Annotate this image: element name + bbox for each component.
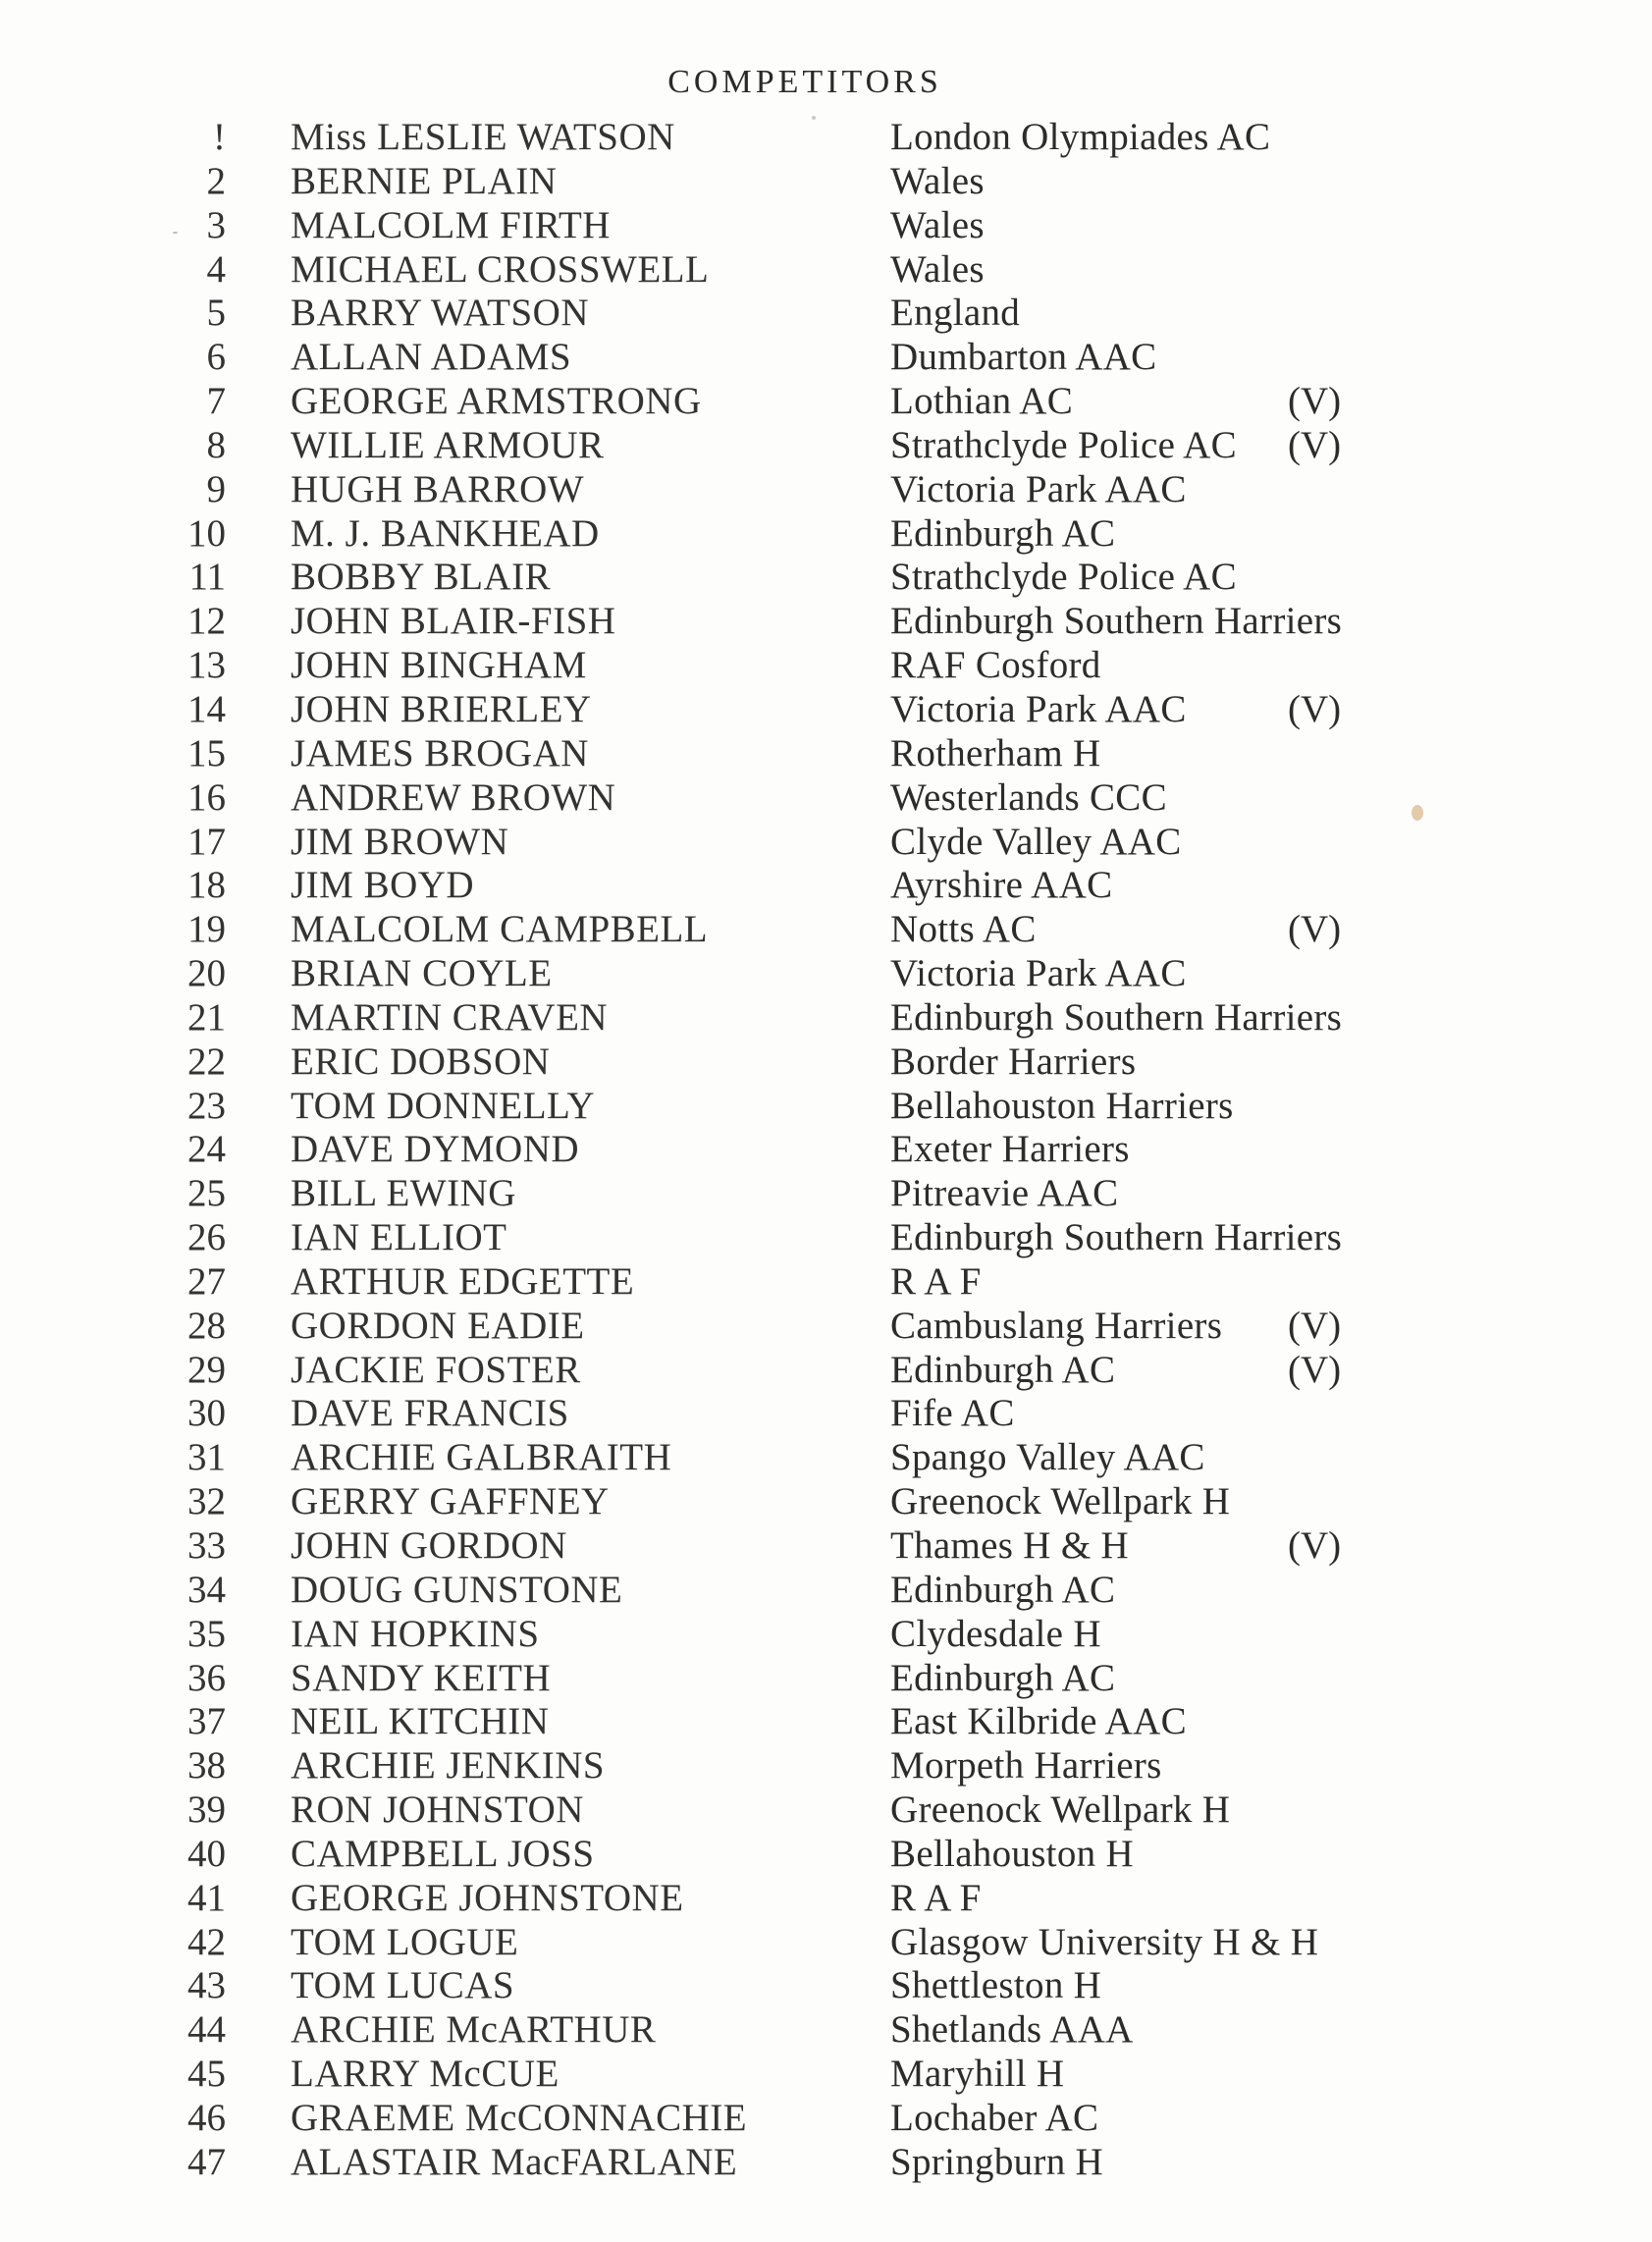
veteran-marker: (V) bbox=[1288, 380, 1342, 423]
competitor-club: Maryhill H bbox=[890, 2053, 1065, 2096]
competitor-name: JOHN BRIERLEY bbox=[291, 687, 592, 730]
veteran-marker: (V) bbox=[1288, 908, 1342, 951]
competitor-club: Springburn H bbox=[890, 2140, 1104, 2183]
competitor-number: 41 bbox=[187, 1876, 226, 1919]
competitor-name: MALCOLM FIRTH bbox=[291, 203, 611, 246]
competitor-row bbox=[0, 336, 1652, 380]
competitor-name: CAMPBELL JOSS bbox=[291, 1832, 595, 1875]
competitor-name: ALASTAIR MacFARLANE bbox=[291, 2140, 738, 2183]
competitor-club: Lothian AC bbox=[890, 380, 1074, 423]
competitor-club: Clydesdale H bbox=[890, 1612, 1101, 1655]
competitor-row bbox=[0, 1964, 1652, 2008]
competitor-row bbox=[0, 1744, 1652, 1788]
competitor-name: M. J. BANKHEAD bbox=[291, 511, 600, 555]
competitor-number: 27 bbox=[187, 1259, 226, 1303]
competitor-list bbox=[0, 116, 1652, 2185]
competitor-name: IAN HOPKINS bbox=[291, 1612, 540, 1655]
competitor-club: Westerlands CCC bbox=[890, 775, 1167, 819]
competitor-name: Miss LESLIE WATSON bbox=[291, 116, 675, 158]
competitor-row bbox=[0, 1085, 1652, 1129]
competitor-row bbox=[0, 1128, 1652, 1172]
competitor-row bbox=[0, 821, 1652, 865]
competitor-club: Dumbarton AAC bbox=[890, 336, 1157, 379]
competitor-name: BILL EWING bbox=[291, 1172, 516, 1215]
competitor-row bbox=[0, 996, 1652, 1041]
competitor-club: Pitreavie AAC bbox=[890, 1172, 1119, 1215]
competitor-club: R A F bbox=[890, 1259, 982, 1303]
competitor-row bbox=[0, 512, 1652, 557]
competitor-club: Border Harriers bbox=[890, 1040, 1137, 1083]
competitor-number: 30 bbox=[187, 1392, 226, 1435]
competitor-club: Edinburgh AC bbox=[890, 1568, 1116, 1611]
competitor-row bbox=[0, 1613, 1652, 1657]
page-title: COMPETITORS bbox=[667, 63, 942, 100]
veteran-marker: (V) bbox=[1288, 1524, 1342, 1567]
competitor-row bbox=[0, 1921, 1652, 1965]
competitor-name: ARCHIE JENKINS bbox=[291, 1744, 606, 1788]
competitor-number: 46 bbox=[187, 2096, 226, 2139]
competitor-club: Edinburgh AC bbox=[890, 1656, 1116, 1699]
competitor-number: 39 bbox=[187, 1788, 226, 1832]
competitor-number: 16 bbox=[187, 775, 226, 819]
competitor-row bbox=[0, 1436, 1652, 1480]
competitor-number: 8 bbox=[206, 423, 226, 466]
competitor-number: 7 bbox=[206, 380, 226, 423]
competitor-row bbox=[0, 2141, 1652, 2185]
competitor-club: Cambuslang Harriers bbox=[890, 1304, 1223, 1347]
competitor-club: London Olympiades AC bbox=[890, 116, 1271, 158]
competitor-number: 14 bbox=[187, 687, 226, 730]
competitor-name: RON JOHNSTON bbox=[291, 1788, 584, 1832]
competitor-row bbox=[0, 1569, 1652, 1613]
competitor-club: Morpeth Harriers bbox=[890, 1744, 1162, 1788]
competitor-name: JAMES BROGAN bbox=[291, 731, 589, 774]
competitor-number: 37 bbox=[187, 1700, 226, 1743]
competitor-name: JACKIE FOSTER bbox=[291, 1348, 581, 1391]
competitor-name: ERIC DOBSON bbox=[291, 1040, 551, 1083]
competitor-club: Strathclyde Police AC bbox=[890, 556, 1237, 599]
competitor-number: 15 bbox=[187, 731, 226, 774]
competitor-row bbox=[0, 688, 1652, 732]
competitor-club: Edinburgh Southern Harriers bbox=[890, 995, 1343, 1039]
competitor-club: Clyde Valley AAC bbox=[890, 820, 1182, 863]
competitor-row bbox=[0, 1480, 1652, 1524]
competitor-number: 23 bbox=[187, 1084, 226, 1127]
competitor-number: ! bbox=[213, 116, 226, 158]
competitor-name: ALLAN ADAMS bbox=[291, 336, 572, 379]
competitor-name: JOHN BINGHAM bbox=[291, 644, 587, 687]
competitor-number: 12 bbox=[187, 600, 226, 643]
competitor-number: 31 bbox=[187, 1436, 226, 1479]
competitor-row bbox=[0, 732, 1652, 776]
competitor-club: Strathclyde Police AC bbox=[890, 423, 1237, 466]
competitor-name: TOM LOGUE bbox=[291, 1920, 519, 1963]
competitor-number: 25 bbox=[187, 1172, 226, 1215]
competitor-club: Greenock Wellpark H bbox=[890, 1788, 1231, 1832]
competitor-name: TOM LUCAS bbox=[291, 1964, 515, 2007]
competitor-club: Exeter Harriers bbox=[890, 1128, 1130, 1171]
competitor-number: 36 bbox=[187, 1656, 226, 1699]
competitor-name: LARRY McCUE bbox=[291, 2053, 560, 2096]
competitor-name: IAN ELLIOT bbox=[291, 1216, 507, 1259]
competitor-number: 10 bbox=[187, 511, 226, 555]
competitor-row bbox=[0, 2053, 1652, 2097]
competitor-name: ARTHUR EDGETTE bbox=[291, 1259, 635, 1303]
competitor-name: MALCOLM CAMPBELL bbox=[291, 908, 709, 951]
competitor-number: 44 bbox=[187, 2008, 226, 2052]
competitor-name: GEORGE ARMSTRONG bbox=[291, 380, 702, 423]
competitor-number: 24 bbox=[187, 1128, 226, 1171]
competitor-number: 2 bbox=[206, 159, 226, 202]
competitor-row bbox=[0, 424, 1652, 468]
competitor-club: Victoria Park AAC bbox=[890, 952, 1187, 995]
competitor-row bbox=[0, 952, 1652, 996]
competitor-club: Wales bbox=[890, 159, 985, 202]
competitor-row bbox=[0, 204, 1652, 248]
competitor-row bbox=[0, 1700, 1652, 1744]
competitor-row bbox=[0, 1041, 1652, 1085]
competitor-row bbox=[0, 1833, 1652, 1877]
competitor-number: 42 bbox=[187, 1920, 226, 1963]
competitor-club: Wales bbox=[890, 203, 985, 246]
competitor-number: 19 bbox=[187, 908, 226, 951]
competitor-row bbox=[0, 908, 1652, 952]
competitor-row bbox=[0, 556, 1652, 600]
competitor-row bbox=[0, 1392, 1652, 1436]
competitor-row bbox=[0, 864, 1652, 908]
competitor-number: 28 bbox=[187, 1304, 226, 1347]
competitor-number: 17 bbox=[187, 820, 226, 863]
competitor-number: 26 bbox=[187, 1216, 226, 1259]
competitor-club: Wales bbox=[890, 247, 985, 291]
competitor-row bbox=[0, 468, 1652, 512]
competitor-number: 11 bbox=[188, 556, 226, 599]
competitor-club: Greenock Wellpark H bbox=[890, 1480, 1231, 1523]
competitor-number: 32 bbox=[187, 1480, 226, 1523]
veteran-marker: (V) bbox=[1288, 1304, 1342, 1347]
competitor-club: Bellahouston Harriers bbox=[890, 1084, 1234, 1127]
competitor-club: Edinburgh AC bbox=[890, 1348, 1116, 1391]
competitor-row bbox=[0, 1216, 1652, 1260]
competitor-name: JOHN BLAIR-FISH bbox=[291, 600, 616, 643]
competitor-number: 20 bbox=[187, 952, 226, 995]
competitor-club: Edinburgh Southern Harriers bbox=[890, 600, 1343, 643]
competitor-name: WILLIE ARMOUR bbox=[291, 423, 605, 466]
competitor-name: GERRY GAFFNEY bbox=[291, 1480, 610, 1523]
competitor-number: 6 bbox=[206, 336, 226, 379]
competitor-name: JOHN GORDON bbox=[291, 1524, 567, 1567]
competitor-row bbox=[0, 292, 1652, 336]
competitor-name: DAVE FRANCIS bbox=[291, 1392, 569, 1435]
competitor-club: Victoria Park AAC bbox=[890, 467, 1187, 510]
competitor-club: Glasgow University H & H bbox=[890, 1920, 1319, 1963]
competitor-name: ARCHIE GALBRAITH bbox=[291, 1436, 672, 1479]
competitor-name: MARTIN CRAVEN bbox=[291, 995, 609, 1039]
competitor-club: Shetlands AAA bbox=[890, 2008, 1134, 2052]
competitor-name: SANDY KEITH bbox=[291, 1656, 552, 1699]
competitor-name: GORDON EADIE bbox=[291, 1304, 585, 1347]
competitor-club: Edinburgh Southern Harriers bbox=[890, 1216, 1343, 1259]
competitor-club: Victoria Park AAC bbox=[890, 687, 1187, 730]
competitor-row bbox=[0, 1788, 1652, 1833]
competitor-name: JIM BROWN bbox=[291, 820, 509, 863]
competitor-club: Spango Valley AAC bbox=[890, 1436, 1205, 1479]
competitor-club: Rotherham H bbox=[890, 731, 1101, 774]
competitor-name: TOM DONNELLY bbox=[291, 1084, 596, 1127]
competitor-name: DOUG GUNSTONE bbox=[291, 1568, 623, 1611]
competitor-number: 33 bbox=[187, 1524, 226, 1567]
competitor-club: RAF Cosford bbox=[890, 644, 1101, 687]
competitor-row bbox=[0, 644, 1652, 688]
competitor-row bbox=[0, 776, 1652, 821]
competitor-row bbox=[0, 600, 1652, 644]
competitor-row bbox=[0, 2097, 1652, 2141]
competitor-row bbox=[0, 1305, 1652, 1349]
competitor-number: 22 bbox=[187, 1040, 226, 1083]
competitor-name: NEIL KITCHIN bbox=[291, 1700, 550, 1743]
competitor-name: DAVE DYMOND bbox=[291, 1128, 580, 1171]
competitor-number: 38 bbox=[187, 1744, 226, 1788]
competitor-row bbox=[0, 116, 1652, 160]
competitor-row bbox=[0, 160, 1652, 204]
competitor-name: ANDREW BROWN bbox=[291, 775, 616, 819]
competitor-row bbox=[0, 1349, 1652, 1393]
competitor-number: 47 bbox=[187, 2140, 226, 2183]
competitor-row bbox=[0, 1877, 1652, 1921]
competitor-club: Lochaber AC bbox=[890, 2096, 1099, 2139]
competitor-number: 21 bbox=[187, 995, 226, 1039]
competitor-club: England bbox=[890, 292, 1021, 335]
competitor-row bbox=[0, 380, 1652, 424]
competitor-number: 29 bbox=[187, 1348, 226, 1391]
competitor-club: Bellahouston H bbox=[890, 1832, 1134, 1875]
competitor-name: BARRY WATSON bbox=[291, 292, 589, 335]
competitor-row bbox=[0, 248, 1652, 293]
competitor-number: 5 bbox=[206, 292, 226, 335]
competitor-number: 45 bbox=[187, 2053, 226, 2096]
competitor-name: ARCHIE McARTHUR bbox=[291, 2008, 657, 2052]
competitor-name: GEORGE JOHNSTONE bbox=[291, 1876, 684, 1919]
competitor-club: Ayrshire AAC bbox=[890, 864, 1113, 907]
competitor-number: 4 bbox=[206, 247, 226, 291]
competitor-name: GRAEME McCONNACHIE bbox=[291, 2096, 748, 2139]
competitor-number: 35 bbox=[187, 1612, 226, 1655]
competitor-name: BOBBY BLAIR bbox=[291, 556, 552, 599]
competitor-club: Notts AC bbox=[890, 908, 1037, 951]
competitor-number: 40 bbox=[187, 1832, 226, 1875]
competitor-number: 18 bbox=[187, 864, 226, 907]
competitor-club: Thames H & H bbox=[890, 1524, 1129, 1567]
competitor-name: MICHAEL CROSSWELL bbox=[291, 247, 710, 291]
competitor-number: 9 bbox=[206, 467, 226, 510]
veteran-marker: (V) bbox=[1288, 1348, 1342, 1391]
competitor-number: 34 bbox=[187, 1568, 226, 1611]
competitor-row bbox=[0, 2008, 1652, 2053]
competitor-row bbox=[0, 1172, 1652, 1216]
competitor-club: East Kilbride AAC bbox=[890, 1700, 1187, 1743]
competitor-name: BRIAN COYLE bbox=[291, 952, 553, 995]
competitor-number: 13 bbox=[187, 644, 226, 687]
competitor-name: HUGH BARROW bbox=[291, 467, 585, 510]
competitor-number: 3 bbox=[206, 203, 226, 246]
competitor-club: Edinburgh AC bbox=[890, 511, 1116, 555]
competitor-row bbox=[0, 1260, 1652, 1305]
veteran-marker: (V) bbox=[1288, 687, 1342, 730]
competitor-club: Shettleston H bbox=[890, 1964, 1102, 2007]
veteran-marker: (V) bbox=[1288, 423, 1342, 466]
competitor-row bbox=[0, 1657, 1652, 1701]
competitor-club: Fife AC bbox=[890, 1392, 1015, 1435]
competitor-club: R A F bbox=[890, 1876, 982, 1919]
competitor-row bbox=[0, 1524, 1652, 1569]
competitor-name: BERNIE PLAIN bbox=[291, 159, 558, 202]
competitor-name: JIM BOYD bbox=[291, 864, 475, 907]
competitor-number: 43 bbox=[187, 1964, 226, 2007]
